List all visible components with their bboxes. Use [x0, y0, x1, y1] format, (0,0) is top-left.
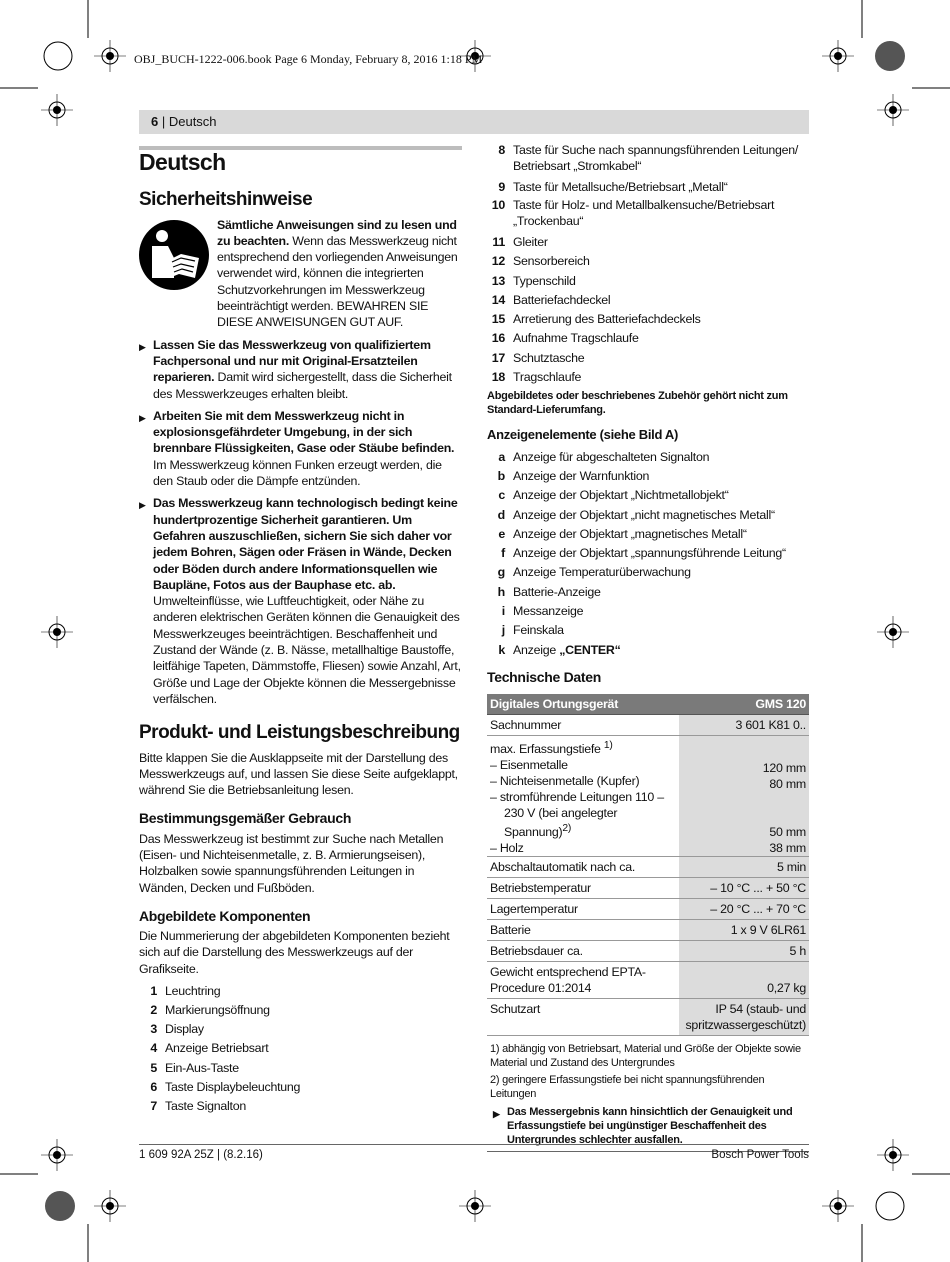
list-item: c Anzeige der Objektart „Nichtmetallobjekt“: [498, 488, 729, 503]
list-item: g Anzeige Temperaturüberwachung: [497, 565, 691, 580]
safety-intro: [139, 217, 462, 331]
safety-bullet: ▶ Arbeiten Sie mit dem Messwerkzeug nicht in explosionsgefährdeter Umgebung, in der sich brennbare Flüssigkeiten, Gase oder Stäube befinden. Im Messwerkzeug können Funken erzeugt werden, die den Staub oder die Dämpfe entzünden.: [139, 408, 455, 489]
table-row: Lagertemperatur – 20 °C ... + 70 °C: [487, 898, 809, 919]
list-item: 16 Aufnahme Tragschlaufe: [491, 331, 639, 346]
table-row: Batterie 1 x 9 V 6LR61: [487, 919, 809, 940]
page-number: 6: [151, 114, 159, 129]
header-separator: |: [158, 114, 169, 129]
list-item: 13 Typenschild: [491, 273, 576, 288]
bullet-triangle-icon: ▶: [493, 1108, 500, 1119]
use-heading: Bestimmungsgemäßer Gebrauch: [139, 810, 352, 827]
table-header-row: [487, 694, 809, 715]
bullet-triangle-icon: ▶: [139, 500, 146, 511]
table-row: Betriebstemperatur – 10 °C ... + 50 °C: [487, 877, 809, 898]
list-item: 4 Anzeige Betriebsart: [150, 1041, 269, 1056]
list-item: 6 Taste Displaybeleuchtung: [150, 1080, 301, 1095]
list-item: 18 Tragschlaufe: [491, 370, 582, 385]
list-item: b Anzeige der Warnfunktion: [497, 468, 650, 483]
list-item: 2 Markierungsöffnung: [150, 1002, 270, 1017]
components-text: Die Nummerierung der abgebildeten Komponenten bezieht sich auf die Darstellung des Messwerkzeugs auf der Grafikseite.: [139, 929, 450, 976]
tech-data-table: [487, 694, 809, 1036]
safety-bullet: ▶ Das Messwerkzeug kann technologisch bedingt keine hundertprozentige Sicherheit garantieren. Um Gefahren auszuschließen, sichern Sie sich daher vor jedem Bohren, Sägen oder Fräsen in Wände, Decken oder Böden durch andere Informationsquellen wie Baupläne, Fotos aus der Bauphase etc. ab. Umwelteinflüsse, wie Luftfeuchtigkeit, oder Nähe zu anderen elektrischen Geräten können die Genauigkeit des Messwerkzeuges beeinträchtigen. Beschaffenheit und Zustand der Wände (z. B. Nässe, metallhaltige Baustoffe, leitfähige Tapeten, Dämmstoffe, Fliesen) sowie Anzahl, Art, Größe und Lage der Objekte können die Messergebnisse verfälschen.: [139, 496, 461, 706]
table-row: Gewicht entsprechend EPTA-Procedure 01:2014 0,27 kg: [487, 961, 809, 998]
header-language: Deutsch: [168, 114, 217, 129]
list-item: i Messanzeige: [501, 604, 584, 619]
footer-brand: Bosch Power Tools: [711, 1149, 809, 1161]
components-heading: Abgebildete Komponenten: [139, 907, 311, 924]
list-item: 3 Display: [150, 1022, 204, 1037]
print-header: OBJ_BUCH-1222-006.book Page 6 Monday, February 8, 2016 1:18 PM: [134, 52, 483, 66]
list-item: k Anzeige „CENTER“: [498, 642, 621, 657]
components-list-right: [487, 142, 809, 387]
result-bullet: ▶ Das Messergebnis kann hinsichtlich der Genauigkeit und Erfassungstiefe bei ungünstiger Beschaffenheit des Untergrundes schlechter ausfallen.: [487, 1105, 809, 1152]
list-item: 14 Batteriefachdeckel: [491, 292, 611, 307]
use-text: Das Messwerkzeug ist bestimmt zur Suche nach Metallen (Eisen- und Nichteisenmetalle, z. B. Armierungseisen), Holzbalken sowie spannungsführenden Leitungen in Wänden, Decken und Fußböden.: [139, 831, 444, 895]
list-item: e Anzeige der Objektart „magnetisches Metall“: [498, 526, 747, 541]
footer-rule: [139, 1144, 809, 1145]
list-item: 11 Gleiter: [492, 234, 548, 249]
table-row: Sachnummer 3 601 K81 0..: [487, 714, 809, 735]
table-row: Schutzart IP 54 (staub- und spritzwassergeschützt): [487, 998, 809, 1035]
bullet-triangle-icon: ▶: [139, 412, 146, 423]
footnote: 2) geringere Erfassungstiefe bei nicht spannungsführenden Leitungen: [490, 1073, 765, 1100]
display-items-list: [487, 447, 809, 659]
list-item: 1 Leuchtring: [150, 983, 221, 998]
page-title: Deutsch: [139, 149, 226, 175]
left-column: [139, 146, 462, 1116]
list-item: a Anzeige für abgeschalteten Signalton: [498, 449, 710, 464]
read-manual-icon: [139, 220, 209, 290]
list-item: 5 Ein-Aus-Taste: [150, 1060, 239, 1075]
bullet-triangle-icon: ▶: [139, 341, 146, 352]
page-header-bar: [139, 110, 809, 134]
list-item: 8 Taste für Suche nach spannungsführenden Leitungen/ Betriebsart „Stromkabel“: [498, 143, 799, 174]
list-item: 9 Taste für Metallsuche/Betriebsart „Metall“: [498, 180, 728, 195]
accessory-note: Abgebildetes oder beschriebenes Zubehör gehört nicht zum Standard-Lieferumfang.: [487, 389, 788, 416]
table-row: max. Erfassungstiefe $^{1)}$ – Eisenmetalle – Nichteisenmetalle (Kupfer) – stromführende Leitungen 110 – 230 V (bei angelegter Spannung)$^{2)}$ – Holz 120 mm 80 mm 50 mm 38 mm: [487, 735, 809, 856]
footnote: 1) abhängig von Betriebsart, Material und Größe der Objekte sowie Material und Zustand des Untergrundes: [490, 1042, 801, 1069]
table-row: Betriebsdauer ca. 5 h: [487, 940, 809, 961]
list-item: d Anzeige der Objektart „nicht magnetisches Metall“: [497, 507, 775, 522]
footer-doc-number: 1 609 92A 25Z | (8.2.16): [139, 1149, 263, 1161]
list-item: 10 Taste für Holz- und Metallbalkensuche/Betriebsart „Trockenbau“: [491, 197, 775, 229]
list-item: 17 Schutztasche: [491, 350, 585, 365]
product-text: Bitte klappen Sie die Ausklappseite mit der Darstellung des Messwerkzeugs auf, und lassen Sie diese Seite aufgeklappt, während Sie die Betriebsanleitung lesen.: [139, 750, 458, 798]
list-item: 7 Taste Signalton: [150, 1099, 246, 1114]
table-header-label: Digitales Ortungsgerät: [487, 694, 679, 715]
safety-intro-text: Sämtliche Anweisungen sind zu lesen und zu beachten. Wenn das Messwerkzeug nicht entsprechend den vorliegenden Anweisungen verwendet wird, können die integrierten Schutzvorkehrungen im Messwerkzeug beeinträchtigt werden. BEWAHREN SIE DIESE ANWEISUNGEN GUT AUF.: [217, 217, 458, 330]
list-item: j Feinskala: [501, 623, 564, 638]
right-column: [487, 142, 809, 1152]
list-item: 15 Arretierung des Batteriefachdeckels: [491, 312, 701, 327]
list-item: 12 Sensorbereich: [491, 254, 590, 269]
safety-heading: Sicherheitshinweise: [139, 189, 313, 211]
display-heading: Anzeigenelemente (siehe Bild A): [487, 426, 679, 442]
safety-bullet: ▶ Lassen Sie das Messwerkzeug von qualifiziertem Fachpersonal und nur mit Original-Ersatzteilen reparieren. Damit wird sichergestellt, dass die Sicherheit des Messwerkzeuges erhalten bleibt.: [139, 337, 452, 401]
tech-heading: Technische Daten: [487, 669, 601, 686]
table-header-value: GMS 120: [679, 694, 809, 715]
list-item: f Anzeige der Objektart „spannungsführende Leitung“: [501, 546, 786, 561]
components-list-left: [139, 981, 462, 1116]
table-row: Abschaltautomatik nach ca. 5 min: [487, 856, 809, 877]
list-item: h Batterie-Anzeige: [497, 584, 601, 599]
product-heading: Produkt- und Leistungsbeschreibung: [139, 722, 460, 744]
